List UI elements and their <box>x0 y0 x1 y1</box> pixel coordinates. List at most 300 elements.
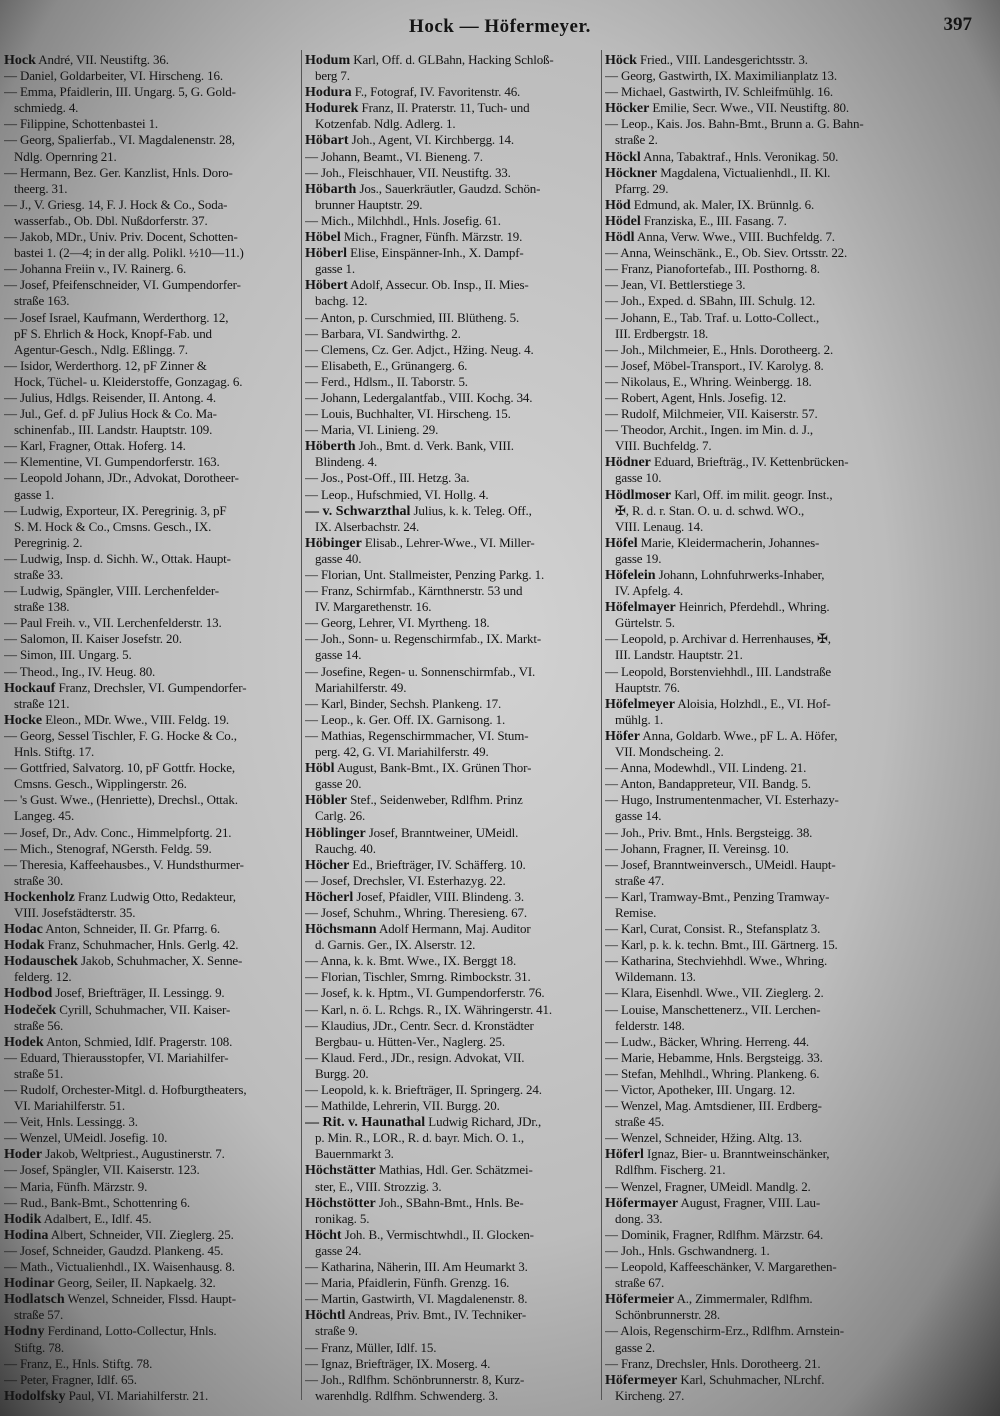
entry-text: — Leop., Kais. Jos. Bahn-Bmt., Brunn a. G. Bahn- <box>605 116 864 132</box>
entry-text: — Johann, Beamt., VI. Bieneng. 7. <box>305 148 483 164</box>
entry-text: straße 67. <box>615 1275 665 1291</box>
surname-headword: Höck <box>605 53 637 68</box>
entry-text: gasse 1. <box>315 261 355 277</box>
entry-line <box>4 551 300 567</box>
entry-text: Ludwig Richard, JDr., <box>425 1114 542 1130</box>
entry-text: Ed., Briefträger, IV. Schäfferg. 10. <box>349 856 526 872</box>
surname-headword: Höchtl <box>305 1308 346 1324</box>
entry-text: — Julius, Hdlgs. Reisender, II. Antong. 4. <box>4 389 217 405</box>
entry-text: Elise, Einspänner-Inh., X. Dampf- <box>347 245 524 261</box>
entry-line <box>605 245 995 261</box>
entry-text: ster, E., VIII. Strozzig. 3. <box>315 1178 442 1194</box>
entry-text: Joh. B., Vermischtwhdl., II. Glocken- <box>341 1226 534 1242</box>
entry-line <box>605 1340 995 1356</box>
entry-line <box>605 1034 995 1050</box>
entry-text: III. Erdbergstr. 18. <box>615 325 709 341</box>
entry-text: Ndlg. Opernring 21. <box>14 148 117 164</box>
entry-line <box>605 1002 995 1018</box>
entry-text: — Josef, Drechsler, VI. Esterhazyg. 22. <box>305 872 506 888</box>
surname-headword: Hodek <box>4 1034 44 1050</box>
entry-line <box>605 261 995 277</box>
entry-text: Josef, Briefträger, II. Lessingg. 9. <box>52 985 225 1001</box>
entry-text: gasse 1. <box>14 486 54 502</box>
entry-text: Andreas, Priv. Bmt., IV. Techniker- <box>345 1307 527 1323</box>
entry-text: — Katharina, Stechviehhdl. Wwe., Whring. <box>605 953 828 969</box>
entry-line <box>4 293 300 309</box>
entry-line <box>305 197 601 213</box>
entry-text: Fried., VIII. Landesgerichtsstr. 3. <box>636 52 808 67</box>
entry-line <box>4 1307 300 1323</box>
entry-line <box>605 808 995 824</box>
entry-headword-line <box>605 165 995 181</box>
entry-headword-line <box>305 889 601 905</box>
entry-line <box>305 1372 601 1388</box>
surname-headword: Hodinar <box>4 1276 55 1292</box>
entry-text: — Ludwig, Spängler, VIII. Lerchenfelder- <box>4 583 219 599</box>
entry-line <box>305 422 601 438</box>
entry-line <box>4 487 300 503</box>
surname-headword: Höfelein <box>605 568 656 583</box>
entry-line <box>305 1050 601 1066</box>
entry-text: — Franz, Müller, Idlf. 15. <box>305 1339 437 1355</box>
surname-headword: Hodauschek <box>4 954 78 970</box>
entry-line <box>4 342 300 358</box>
entry-text: gasse 2. <box>615 1339 655 1355</box>
entry-text: — Franz, Schirmfab., Kärnthnerstr. 53 und <box>305 583 523 599</box>
entry-headword-line <box>4 937 300 953</box>
entry-headword-line <box>305 100 601 116</box>
entry-line <box>305 149 601 165</box>
entry-text: — Georg, Gastwirth, IX. Maximilianplatz 13. <box>605 68 837 84</box>
entry-text: — Franz, Pianofortefab., III. Posthorng. 8. <box>605 261 820 277</box>
entry-line <box>605 503 995 519</box>
entry-text: IV. Apfelg. 4. <box>615 583 684 599</box>
entry-headword-line <box>605 567 995 583</box>
entry-text: — Klementine, VI. Gumpendorferstr. 163. <box>4 454 220 470</box>
entry-text: — Salomon, II. Kaiser Josefstr. 20. <box>4 631 182 647</box>
entry-text: Anton, Schneider, II. Gr. Pfarrg. 6. <box>42 921 220 937</box>
entry-text: — Anton, p. Curschmied, III. Blütheng. 5. <box>305 309 520 325</box>
entry-headword-line <box>305 792 601 808</box>
directory-column-3 <box>605 52 995 1404</box>
entry-line <box>4 1259 300 1275</box>
entry-text: — Maria, Pfaidlerin, Fünfh. Grenzg. 16. <box>305 1275 510 1291</box>
entry-text: — Joh., Sonn- u. Regenschirmfab., IX. Markt- <box>305 631 542 647</box>
entry-line <box>605 857 995 873</box>
surname-headword: Höfer <box>605 728 640 744</box>
entry-line <box>4 664 300 680</box>
entry-line <box>305 358 601 374</box>
entry-text: straße 45. <box>615 1114 665 1130</box>
entry-text: F., Fotograf, IV. Favoritenstr. 46. <box>351 84 521 100</box>
entry-text: — Joh., Fleischhauer, VII. Neustiftg. 33. <box>305 164 511 180</box>
entry-text: Franz, Drechsler, VI. Gumpendorfer- <box>55 679 247 695</box>
entry-text: — Ludw., Bäcker, Whring. Herreng. 44. <box>605 1033 810 1049</box>
entry-text: — Karl, Tramway-Bmt., Penzing Tramway- <box>605 888 830 904</box>
entry-text: — Katharina, Näherin, III. Am Heumarkt 3. <box>305 1259 528 1275</box>
entry-headword-line <box>605 197 995 213</box>
entry-text: — Stefan, Mehlhdl., Whring. Plankeng. 6. <box>605 1065 820 1081</box>
entry-text: straße 56. <box>14 1017 64 1033</box>
entry-line <box>4 68 300 84</box>
entry-line <box>605 1082 995 1098</box>
entry-line <box>605 181 995 197</box>
entry-text: Karl, Schuhmacher, NLrchf. <box>677 1371 825 1387</box>
entry-text: Bauernmarkt 3. <box>315 1146 394 1162</box>
entry-text: — Klara, Eisenhdl. Wwe., VII. Zieglerg. 2. <box>605 985 824 1001</box>
entry-text: straße 2. <box>615 132 658 148</box>
entry-headword-line <box>305 503 601 519</box>
entry-line <box>305 1066 601 1082</box>
entry-text: Joh., Agent, VI. Kirchbergg. 14. <box>348 132 514 148</box>
entry-text: VIII. Buchfeldg. 7. <box>615 438 712 454</box>
entry-line <box>605 1227 995 1243</box>
entry-line <box>305 1002 601 1018</box>
entry-line <box>4 261 300 277</box>
surname-headword: Hodbod <box>4 986 53 1002</box>
entry-text: — Joh., Exped. d. SBahn, III. Schulg. 12. <box>605 293 816 309</box>
surname-headword: Höckl <box>605 149 641 165</box>
entry-line <box>305 599 601 615</box>
surname-headword: Höchstötter <box>305 1195 376 1211</box>
entry-text: — Leopold, Kaffeeschänker, V. Margarethen- <box>605 1259 837 1275</box>
entry-text: Anton, Schmied, Idlf. Pragerstr. 108. <box>43 1033 233 1049</box>
entry-text: — Victor, Apotheker, III. Ungarg. 12. <box>605 1082 795 1097</box>
entry-line <box>4 503 300 519</box>
entry-line <box>305 841 601 857</box>
entry-text: — Louise, Manschettenerz., VII. Lerchen- <box>605 1001 821 1017</box>
entry-headword-line <box>4 1034 300 1050</box>
entry-text: — Michael, Gastwirth, IV. Schleifmühlg. 16. <box>605 84 834 100</box>
entry-line <box>305 567 601 583</box>
entry-headword-line <box>305 760 601 776</box>
entry-text: bastei 1. (2—4; in der allg. Polikl. ½10—11.) <box>14 245 244 261</box>
entry-line <box>305 969 601 985</box>
entry-text: Franz, Schuhmacher, Hnls. Gerlg. 42. <box>44 937 239 953</box>
entry-line <box>305 116 601 132</box>
entry-line <box>305 1259 601 1275</box>
entry-text: — Leopold Johann, JDr., Advokat, Dorotheer- <box>4 470 239 486</box>
entry-headword-line <box>4 1275 300 1291</box>
entry-text: — Josef, Spängler, VII. Kaiserstr. 123. <box>4 1162 200 1178</box>
entry-text: IX. Alserbachstr. 24. <box>315 518 420 534</box>
entry-text: wasserfab., Ob. Dbl. Nußdorferstr. 37. <box>14 212 208 228</box>
entry-text: — Nikolaus, E., Whring. Weinbergg. 18. <box>605 373 812 389</box>
entry-line <box>4 1162 300 1178</box>
surname-headword: Höfermeier <box>605 1292 675 1308</box>
entry-line <box>305 937 601 953</box>
entry-line <box>305 680 601 696</box>
entry-line <box>605 1130 995 1146</box>
entry-text: Karl, Off. d. GLBahn, Hacking Schloß- <box>350 52 554 67</box>
entry-line <box>605 712 995 728</box>
entry-text: theerg. 31. <box>14 180 68 196</box>
entry-text: Langeg. 45. <box>14 808 75 824</box>
entry-text: — Wenzel, Fragner, UMeidl. Mandlg. 2. <box>605 1178 811 1194</box>
entry-line <box>605 1259 995 1275</box>
entry-text: Burgg. 20. <box>315 1065 369 1081</box>
entry-text: Jakob, Weltpriest., Augustinerstr. 7. <box>42 1146 225 1162</box>
entry-text: Wildemann. 13. <box>615 969 696 985</box>
entry-line <box>605 470 995 486</box>
entry-text: Peregrinig. 2. <box>14 534 83 550</box>
entry-line <box>4 1098 300 1114</box>
entry-text: Albert, Schneider, VII. Zieglerg. 25. <box>48 1226 234 1242</box>
entry-text: — Mich., Stenograf, NGersth. Feldg. 59. <box>4 840 212 856</box>
entry-line <box>305 1098 601 1114</box>
entry-line <box>305 1018 601 1034</box>
entry-text: III. Landstr. Hauptstr. 21. <box>615 647 743 663</box>
entry-line <box>605 1162 995 1178</box>
entry-line <box>305 342 601 358</box>
entry-headword-line <box>4 712 300 728</box>
entry-text: — Josef, Branntweinversch., UMeidl. Haupt- <box>605 856 836 872</box>
entry-text: Bergbau- u. Hütten-Ver., Naglerg. 25. <box>315 1033 506 1049</box>
entry-text: Mariahilferstr. 49. <box>315 679 407 695</box>
entry-line <box>4 792 300 808</box>
entry-text: felderg. 12. <box>14 969 72 985</box>
entry-line <box>4 841 300 857</box>
entry-line <box>305 905 601 921</box>
entry-line <box>605 615 995 631</box>
entry-text: — Leopold, Borstenviehhdl., III. Landstraße <box>605 663 832 679</box>
entry-headword-line <box>305 229 601 245</box>
surname-headword: Höd <box>605 197 631 213</box>
entry-text: — Alois, Regenschirm-Erz., Rdlfhm. Arnstein- <box>605 1323 844 1339</box>
entry-text: Heinrich, Pferdehdl., Whring. <box>675 599 830 615</box>
entry-line <box>605 551 995 567</box>
entry-text: Adalbert, E., Idlf. 45. <box>41 1210 152 1226</box>
surname-headword: Höcherl <box>305 889 354 905</box>
column-divider <box>301 50 302 1400</box>
running-title: Hock — Höfermeyer. <box>409 16 591 37</box>
entry-line <box>605 1388 995 1404</box>
entry-text: Rdlfhm. Fischerg. 21. <box>615 1162 726 1178</box>
entry-text: Mich., Fragner, Fünfh. Märzstr. 19. <box>340 229 523 245</box>
entry-headword-line <box>4 889 300 905</box>
entry-line <box>305 1130 601 1146</box>
entry-headword-line <box>605 1195 995 1211</box>
entry-text: Eduard, Briefträg., IV. Kettenbrücken- <box>650 454 849 470</box>
entry-line <box>605 1066 995 1082</box>
entry-text: — Georg, Sessel Tischler, F. G. Hocke & Co., <box>4 727 237 743</box>
entry-text: Elisab., Lehrer-Wwe., VI. Miller- <box>361 534 535 550</box>
entry-headword-line <box>4 953 300 969</box>
entry-headword-line <box>305 921 601 937</box>
entry-line <box>4 116 300 132</box>
entry-headword-line <box>605 1291 995 1307</box>
surname-headword: Höberth <box>305 439 356 455</box>
surname-headword: Höckner <box>605 165 658 181</box>
entry-headword-line <box>305 245 601 261</box>
surname-headword: Hodolfsky <box>4 1388 66 1404</box>
entry-headword-line <box>305 1227 601 1243</box>
surname-headword: Hodny <box>4 1324 45 1340</box>
entry-text: — Leop., Hufschmied, VI. Hollg. 4. <box>305 486 489 502</box>
entry-text: straße 163. <box>14 293 70 309</box>
entry-line <box>305 1275 601 1291</box>
entry-line <box>4 631 300 647</box>
surname-headword: Höcher <box>305 857 350 873</box>
entry-line <box>4 277 300 293</box>
entry-text: Georg, Seiler, II. Napkaelg. 32. <box>54 1275 216 1291</box>
entry-text: Adolf Hermann, Maj. Auditor <box>376 921 531 937</box>
entry-line <box>4 438 300 454</box>
entry-line <box>4 567 300 583</box>
entry-line <box>305 1146 601 1162</box>
entry-line <box>4 825 300 841</box>
entry-text: dong. 33. <box>615 1210 663 1226</box>
entry-text: — Joh., Rdlfhm. Schönbrunnerstr. 8, Kurz- <box>305 1371 525 1387</box>
entry-line <box>4 1356 300 1372</box>
entry-text: brunner Hauptstr. 29. <box>315 196 423 212</box>
entry-text: — Theodor, Archit., Ingen. im Min. d. J., <box>605 422 813 438</box>
entry-line <box>4 132 300 148</box>
entry-text: Jakob, Schuhmacher, X. Senne- <box>77 953 243 969</box>
entry-text: Edmund, ak. Maler, IX. Brünnlg. 6. <box>630 196 815 212</box>
entry-text: straße 33. <box>14 567 64 582</box>
entry-text: Josef, Pfaidler, VIII. Blindeng. 3. <box>353 888 524 904</box>
surname-headword: Höcker <box>605 101 650 117</box>
entry-line <box>4 84 300 100</box>
entry-text: perg. 42, G. VI. Mariahilferstr. 49. <box>315 744 489 760</box>
entry-text: straße 138. <box>14 599 70 615</box>
entry-text: straße 51. <box>14 1065 64 1081</box>
entry-line <box>605 293 995 309</box>
entry-text: — Karl, n. ö. L. Rchgs. R., IX. Währingerstr. 41. <box>305 1001 552 1017</box>
entry-line <box>305 1082 601 1098</box>
entry-text: Aloisia, Holzhdl., E., VI. Hof- <box>674 695 831 711</box>
entry-line <box>4 197 300 213</box>
surname-headword: Hockenholz <box>4 889 75 905</box>
entry-line <box>4 535 300 551</box>
entry-line <box>305 374 601 390</box>
entry-text: d. Garnis. Ger., IX. Alserstr. 12. <box>315 937 476 953</box>
entry-line <box>605 937 995 953</box>
entry-line <box>4 1179 300 1195</box>
entry-text: Ignaz, Bier- u. Branntweinschänker, <box>643 1146 830 1162</box>
entry-text: — Peter, Fragner, Idlf. 65. <box>4 1371 137 1387</box>
entry-text: Franz, II. Praterstr. 11, Tuch- und <box>358 100 530 116</box>
entry-line <box>305 664 601 680</box>
entry-line <box>4 374 300 390</box>
entry-text: — Martin, Gastwirth, VI. Magdalenenstr. 8. <box>305 1291 528 1307</box>
entry-text: — Barbara, VI. Sandwirthg. 2. <box>305 325 461 341</box>
entry-line <box>4 728 300 744</box>
entry-text: Mathias, Hdl. Ger. Schätzmei- <box>375 1162 533 1178</box>
entry-headword-line <box>4 921 300 937</box>
entry-text: — Josef, Schneider, Gaudzd. Plankeng. 45. <box>4 1242 224 1258</box>
entry-text: — Ludwig, Exporteur, IX. Peregrinig. 3, pF <box>4 502 227 518</box>
entry-text: — Karl, Curat, Consist. R., Stefansplatz 3. <box>605 921 821 937</box>
entry-line <box>4 326 300 342</box>
entry-line <box>605 116 995 132</box>
entry-line <box>305 1323 601 1339</box>
entry-text: ✠, R. d. r. Stan. O. u. d. schwd. WO., <box>615 502 805 518</box>
entry-text: Pfarrg. 29. <box>615 180 669 196</box>
entry-headword-line <box>4 1002 300 1018</box>
entry-text: — Rud., Bank-Bmt., Schottenring 6. <box>4 1194 190 1210</box>
entry-text: — Maria, Fünfh. Märzstr. 9. <box>4 1178 148 1194</box>
surname-headword: Höbarth <box>305 181 357 197</box>
entry-line <box>4 1066 300 1082</box>
entry-text: straße 47. <box>615 872 665 888</box>
entry-headword-line <box>4 1227 300 1243</box>
entry-text: — Johann, E., Tab. Traf. u. Lotto-Collect., <box>605 309 820 325</box>
surname-headword: Höferl <box>605 1147 644 1163</box>
entry-text: straße 121. <box>14 695 70 711</box>
entry-text: Jos., Sauerkräutler, Gaudzd. Schön- <box>356 180 541 196</box>
entry-headword-line <box>605 1372 995 1388</box>
entry-text: — Florian, Unt. Stallmeister, Penzing Parkg. 1. <box>305 567 545 582</box>
entry-line <box>605 1243 995 1259</box>
entry-line <box>605 1179 995 1195</box>
surname-headword: Hodum <box>305 53 351 68</box>
entry-line <box>605 1356 995 1372</box>
entry-line <box>305 985 601 1001</box>
entry-text: Hauptstr. 76. <box>615 679 680 695</box>
entry-line <box>605 310 995 326</box>
entry-text: — Paul Freih. v., VII. Lerchenfelderstr. 13. <box>4 615 222 631</box>
entry-line <box>4 454 300 470</box>
entry-text: — Josef, Pfeifenschneider, VI. Gumpendorfer- <box>4 277 241 293</box>
entry-text: — Georg, Lehrer, VI. Myrtheng. 18. <box>305 615 490 631</box>
entry-line <box>605 889 995 905</box>
entry-line <box>4 857 300 873</box>
entry-headword-line <box>305 181 601 197</box>
surname-headword: Hoder <box>4 1147 43 1163</box>
entry-line <box>305 696 601 712</box>
entry-line <box>4 873 300 889</box>
entry-text: Paul, VI. Mariahilferstr. 21. <box>65 1387 209 1403</box>
entry-text: Schönbrunnerstr. 28. <box>615 1307 720 1323</box>
entry-line <box>305 744 601 760</box>
entry-headword-line <box>305 277 601 293</box>
entry-line <box>605 1211 995 1227</box>
entry-line <box>4 744 300 760</box>
entry-line <box>605 583 995 599</box>
entry-headword-line <box>4 985 300 1001</box>
entry-text: André, VII. Neustiftg. 36. <box>35 52 169 67</box>
entry-headword-line <box>305 52 601 68</box>
entry-line <box>605 680 995 696</box>
entry-line <box>605 760 995 776</box>
entry-headword-line <box>305 825 601 841</box>
entry-line <box>305 873 601 889</box>
entry-text: — Wenzel, Mag. Amtsdiener, III. Erdberg- <box>605 1098 822 1114</box>
entry-text: — Josef, Möbel-Transport., IV. Karolyg. 8. <box>605 357 824 373</box>
entry-line <box>605 631 995 647</box>
surname-headword: Höbl <box>305 761 335 777</box>
entry-text: Stef., Seidenweber, Rdlfhm. Prinz <box>347 792 523 808</box>
entry-text: — Hermann, Bez. Ger. Kanzlist, Hnls. Doro- <box>4 164 233 180</box>
surname-headword: Höfelmayer <box>605 600 676 616</box>
entry-line <box>4 1130 300 1146</box>
entry-line <box>4 1372 300 1388</box>
entry-text: — Theod., Ing., IV. Heug. 80. <box>4 663 156 679</box>
entry-line <box>605 68 995 84</box>
entry-line <box>305 647 601 663</box>
page-header <box>0 14 1000 44</box>
entry-text: — Emma, Pfaidlerin, III. Ungarg. 5, G. Gold- <box>4 84 236 100</box>
entry-line <box>4 149 300 165</box>
entry-line <box>305 583 601 599</box>
surname-headword: Hödner <box>605 455 651 471</box>
entry-line <box>4 647 300 663</box>
entry-line <box>605 953 995 969</box>
entry-text: — Joh., Milchmeier, E., Hnls. Dorotheerg. 2. <box>605 341 834 357</box>
entry-text: — Jul., Gef. d. pF Julius Hock & Co. Ma- <box>4 406 217 422</box>
